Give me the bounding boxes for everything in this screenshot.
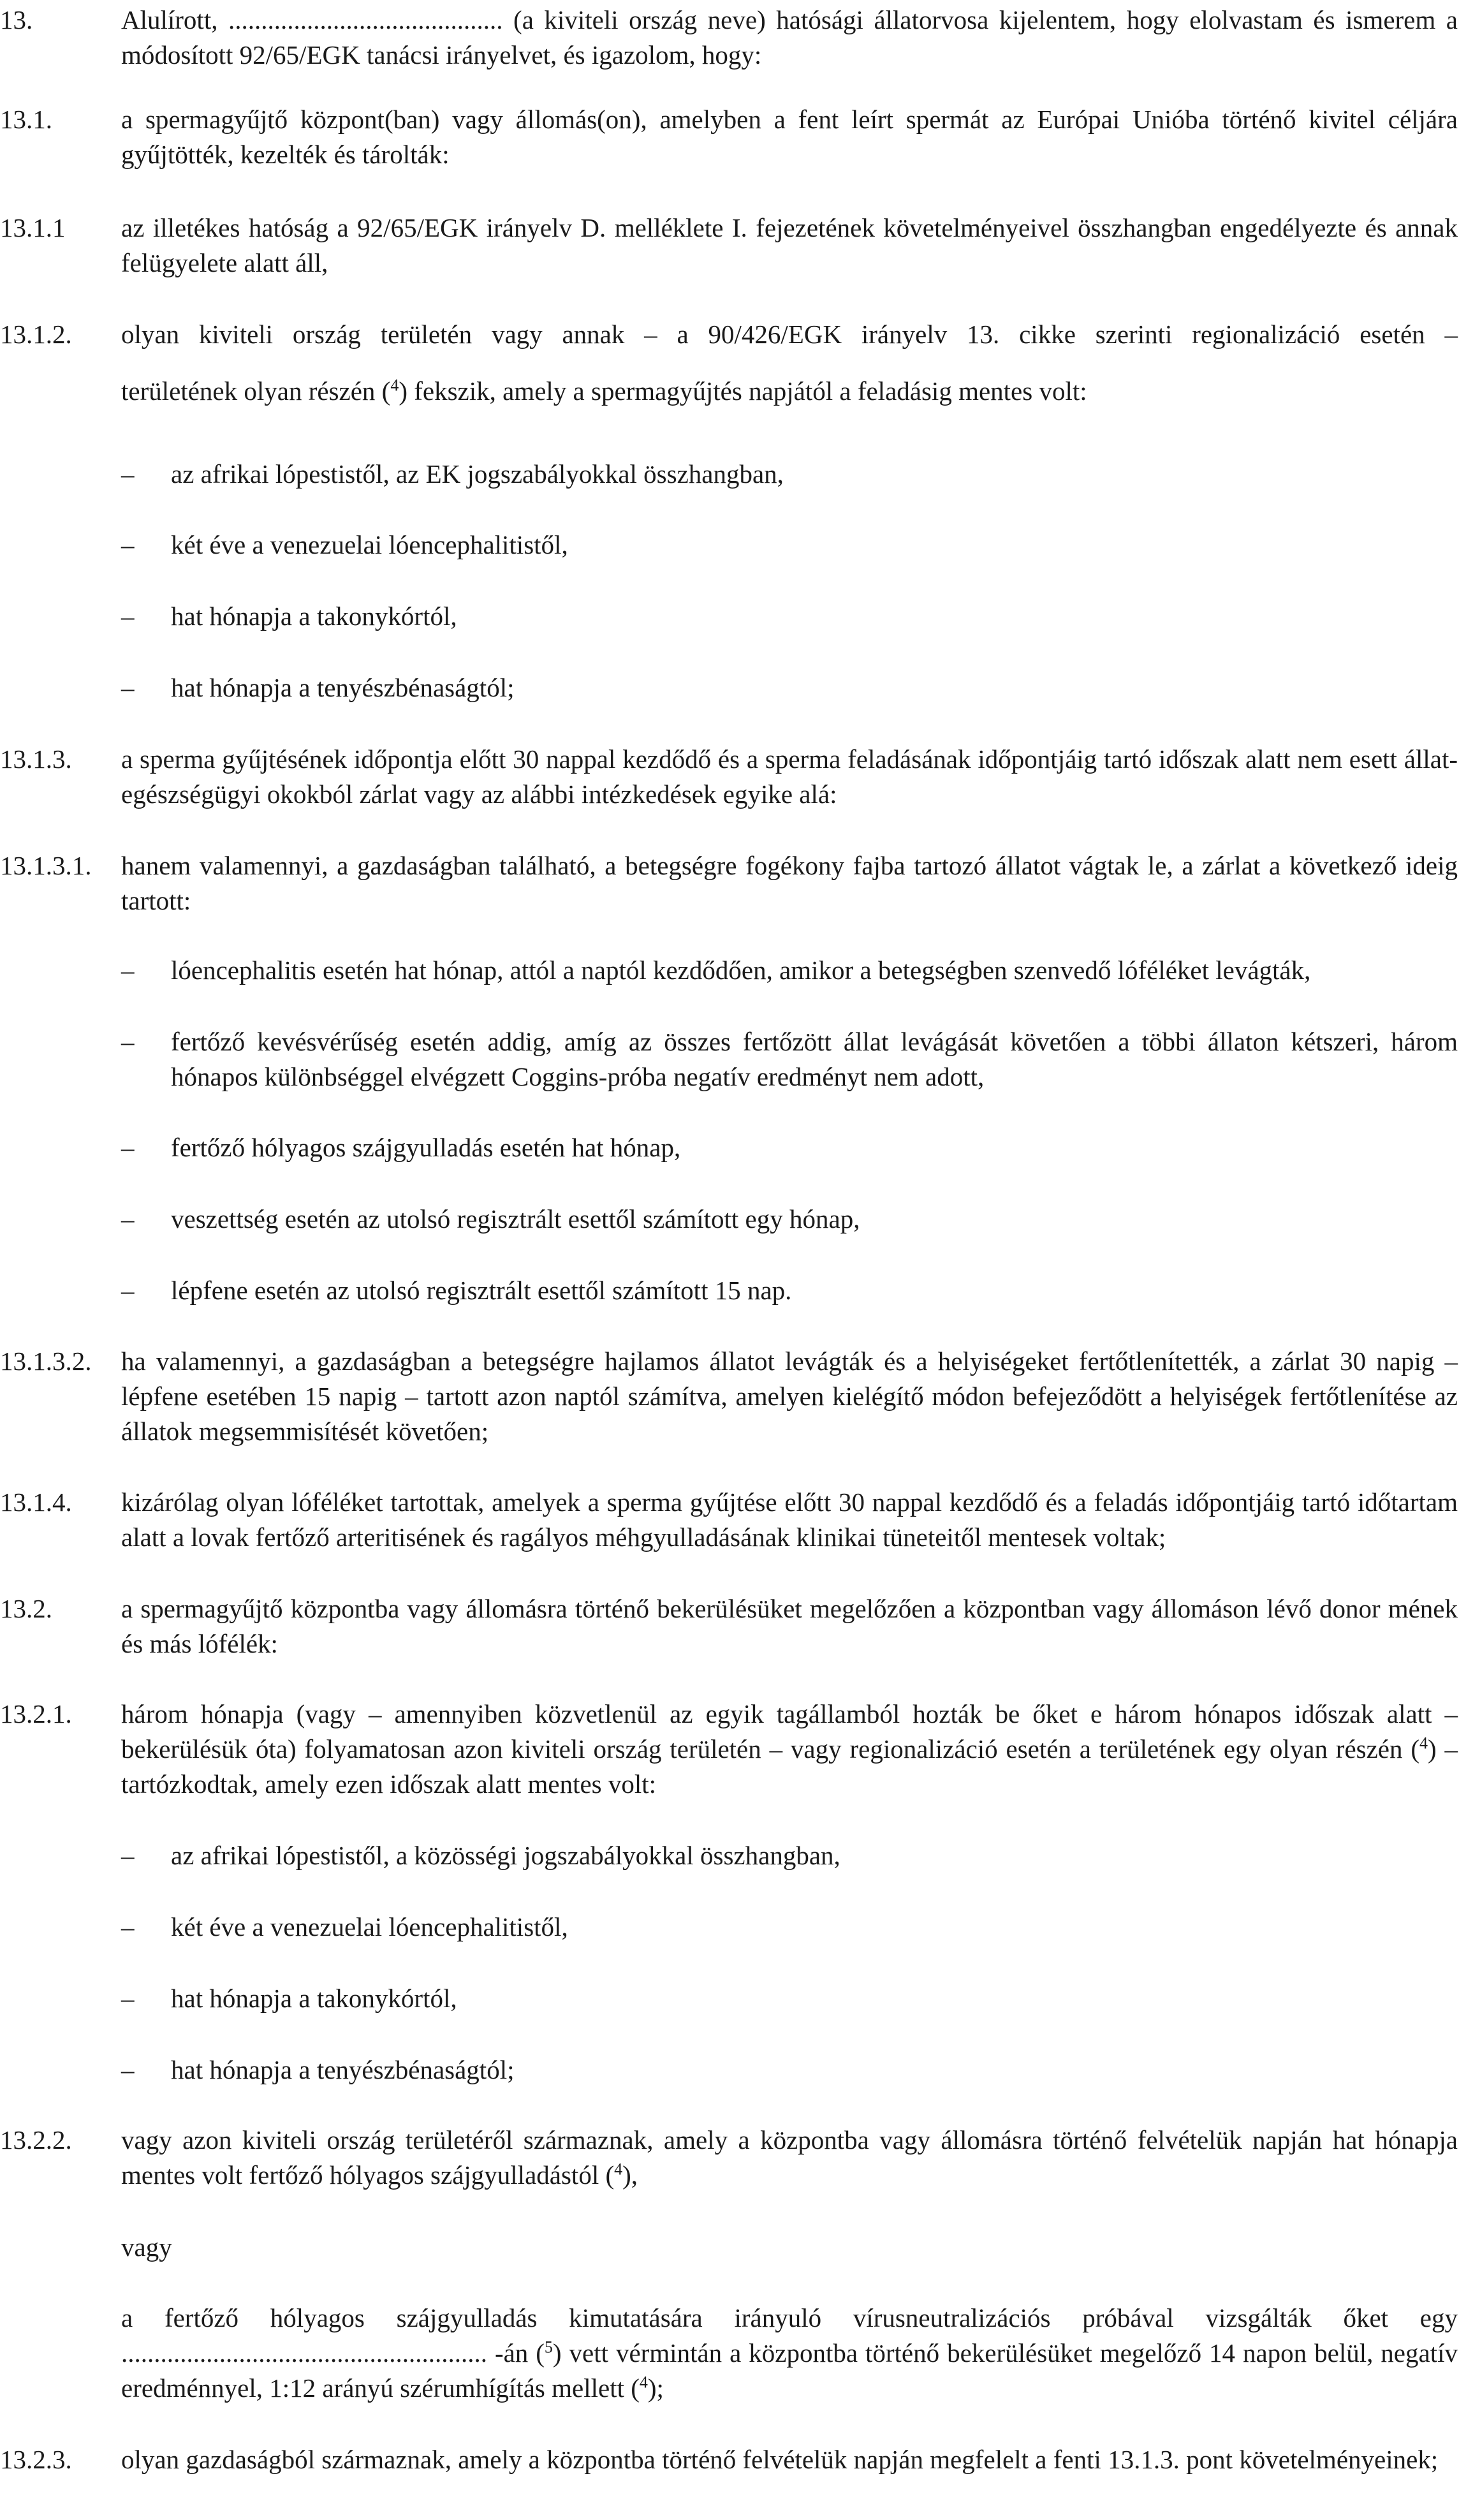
- paragraph-number: 13.1.2.: [0, 320, 72, 349]
- bullet-dash: –: [121, 1133, 135, 1162]
- paragraph-text: három hónapja (vagy – amennyiben közvetlenül az egyik tagállamból hozták be őket e három hónapos időszak alatt – bekerülésük óta) folyamatosan azon kiviteli ország területén – vagy regionalizáció esetén a területének egy olyan részén ($^4$) – tartózkodtak, amely ezen időszak alatt mentes volt:: [121, 1699, 1458, 1799]
- bullet-dash: –: [121, 1276, 135, 1305]
- list-item-text: lépfene esetén az utolsó regisztrált esettől számított 15 nap.: [171, 1276, 792, 1305]
- paragraph-number: 13.1.3.2.: [0, 1346, 92, 1376]
- list-item-text: fertőző hólyagos szájgyulladás esetén hat hónap,: [171, 1133, 681, 1162]
- paragraph-text: vagy: [121, 2232, 172, 2262]
- paragraph-number: 13.1.: [0, 105, 52, 134]
- list-item-text: hat hónapja a takonykórtól,: [171, 601, 457, 631]
- paragraph-text: a fertőző hólyagos szájgyulladás kimutatására irányuló vírusneutralizációs próbával vizsgálták őket egy ........................................................ -án ($^5$) vett vérmintán a központba történő bekerülésüket megelőző 14 napon belül, negatív eredménnyel, 1:12 arányú szérumhígítás mellett ($^4$);: [121, 2303, 1458, 2403]
- paragraph-text: vagy azon kiviteli ország területéről származnak, amely a központba vagy állomásra történő felvételük napján hat hónapja mentes volt fertőző hólyagos szájgyulladástól ($^4$),: [121, 2125, 1458, 2190]
- bullet-dash: –: [121, 601, 135, 631]
- bullet-dash: –: [121, 1984, 135, 2013]
- bullet-dash: –: [121, 1912, 135, 1942]
- bullet-dash: –: [121, 673, 135, 702]
- bullet-dash: –: [121, 459, 135, 489]
- paragraph-text: olyan kiviteli ország területén vagy annak – a 90/426/EGK irányelv 13. cikke szerinti regionalizáció esetén –: [121, 320, 1458, 349]
- footnote-ref: 5: [544, 2338, 553, 2357]
- paragraph-number: 13.2.1.: [0, 1699, 72, 1728]
- paragraph-text: Alulírott, .......................................... (a kiviteli ország neve) hatósági állatorvosa kijelentem, hogy elolvastam és ismerem a módosított 92/65/EGK tanácsi irányelvet, és igazolom, hogy:: [121, 5, 1458, 70]
- fill-in-blank-date: ........................................................: [121, 2338, 487, 2368]
- paragraph-text: területének olyan részén ($^4$) fekszik, amely a spermagyűjtés napjától a feladásig mentes volt:: [121, 376, 1087, 406]
- list-item-text: lóencephalitis esetén hat hónap, attól a naptól kezdődően, amikor a betegségben szenvedő lóféléket levágták,: [171, 955, 1311, 985]
- paragraph-text: kizárólag olyan lóféléket tartottak, amelyek a sperma gyűjtése előtt 30 nappal kezdődő és a feladás időpontjáig tartó időtartam alatt a lovak fertőző arteritisének és ragályos méhgyulladásának klinikai tüneteitől mentesek voltak;: [121, 1487, 1458, 1552]
- list-item-text: hat hónapja a tenyészbénaságtól;: [171, 2055, 515, 2084]
- footnote-ref: 4: [1419, 1734, 1428, 1753]
- paragraph-text: a sperma gyűjtésének időpontja előtt 30 nappal kezdődő és a sperma feladásának időpontjáig tartó időszak alatt nem esett állat-egészségügyi okokból zárlat vagy az alábbi intézkedések egyike alá:: [121, 744, 1458, 809]
- paragraph-text: az illetékes hatóság a 92/65/EGK irányelv D. melléklete I. fejezetének követelményeivel összhangban engedélyezte és annak felügyelete alatt áll,: [121, 213, 1458, 277]
- paragraph-text: ha valamennyi, a gazdaságban a betegségre hajlamos állatot levágták és a helyiségeket fertőtlenítették, a zárlat 30 napig – lépfene esetében 15 napig – tartott azon naptól számítva, amelyen kielégítő módon befejeződött a helyiségek fertőtlenítése az állatok megsemmisítését követően;: [121, 1346, 1458, 1446]
- paragraph-number: 13.2.: [0, 1594, 52, 1623]
- paragraph-number: 13.1.3.1.: [0, 851, 92, 880]
- list-item-text: fertőző kevésvérűség esetén addig, amíg az összes fertőzött állat levágását követően a többi állaton kétszeri, három hónapos különbséggel elvégzett Coggins-próba negatív eredményt nem adott,: [171, 1027, 1458, 1091]
- footnote-ref: 4: [390, 376, 399, 395]
- footnote-ref: 4: [639, 2373, 648, 2392]
- list-item-text: két éve a venezuelai lóencephalitistől,: [171, 1912, 568, 1942]
- list-item-text: hat hónapja a tenyészbénaságtól;: [171, 673, 515, 702]
- paragraph-text: hanem valamennyi, a gazdaságban található, a betegségre fogékony fajba tartozó állatot vágtak le, a zárlat a következő ideig tartott:: [121, 851, 1458, 915]
- paragraph-text: a spermagyűjtő központba vagy állomásra történő bekerülésüket megelőzően a központban vagy állomáson lévő donor mének és más lófélék:: [121, 1594, 1458, 1658]
- list-item-text: két éve a venezuelai lóencephalitistől,: [171, 530, 568, 559]
- paragraph-number: 13.1.1: [0, 213, 66, 242]
- bullet-dash: –: [121, 530, 135, 559]
- bullet-dash: –: [121, 955, 135, 985]
- paragraph-text: olyan gazdaságból származnak, amely a központba történő felvételük napján megfelelt a fenti 13.1.3. pont követelményeinek;: [121, 2445, 1439, 2474]
- paragraph-number: 13.: [0, 5, 33, 34]
- list-item-text: veszettség esetén az utolsó regisztrált esettől számított egy hónap,: [171, 1204, 860, 1234]
- list-item-text: hat hónapja a takonykórtól,: [171, 1984, 457, 2013]
- paragraph-number: 13.2.2.: [0, 2125, 72, 2155]
- paragraph-number: 13.1.4.: [0, 1487, 72, 1517]
- paragraph-text: a spermagyűjtő központ(ban) vagy állomás(on), amelyben a fent leírt spermát az Európai Unióba történő kivitel céljára gyűjtötték, kezelték és tárolták:: [121, 105, 1458, 169]
- footnote-ref: 4: [614, 2160, 623, 2179]
- paragraph-number: 13.2.3.: [0, 2445, 72, 2474]
- bullet-dash: –: [121, 1841, 135, 1870]
- bullet-dash: –: [121, 1204, 135, 1234]
- list-item-text: az afrikai lópestistől, az EK jogszabályokkal összhangban,: [171, 459, 784, 489]
- paragraph-number: 13.1.3.: [0, 744, 72, 774]
- bullet-dash: –: [121, 1027, 135, 1056]
- fill-in-blank-country: ..........................................: [228, 5, 503, 34]
- list-item-text: az afrikai lópestistől, a közösségi jogszabályokkal összhangban,: [171, 1841, 840, 1870]
- bullet-dash: –: [121, 2055, 135, 2084]
